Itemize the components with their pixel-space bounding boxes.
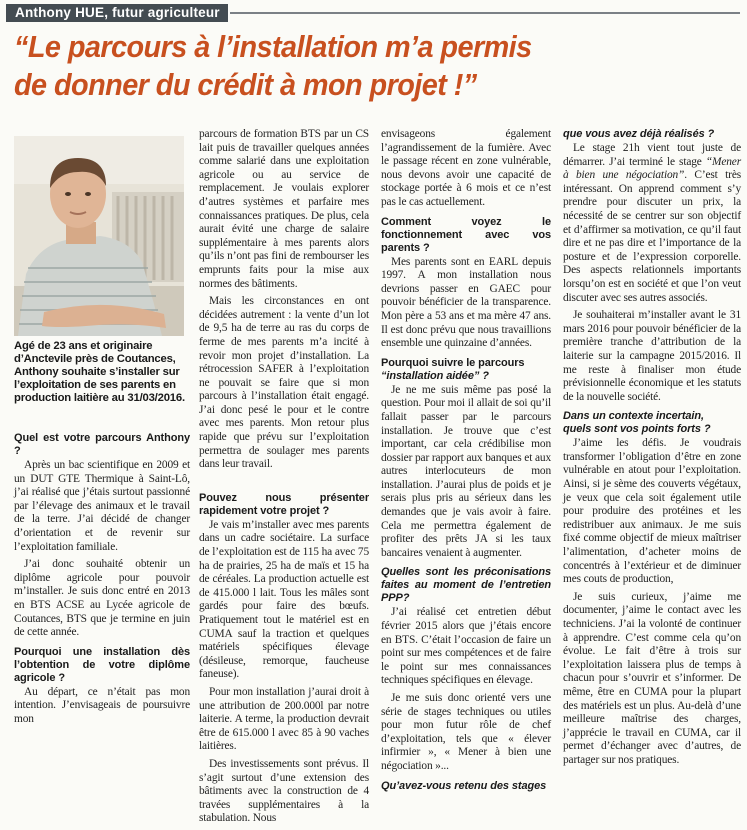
question-heading: que vous avez déjà réalisés ? [563,128,715,140]
question-heading: Comment voyez le fonctionnement avec vos parents ? [381,215,551,254]
question-heading: Quel est votre parcours Anthony ? [14,432,190,457]
question-line: Dans un contexte incertain, [563,410,704,423]
headline-open-quote: “ [14,29,28,64]
portrait-photo [14,136,184,336]
answer-paragraph: Je me suis donc orienté vers une série de stages techniques ou utiles pour mon futur rôle de chef d’exploitation, tels que « élever infirmier », « Mener à bien une négociation »... [381,692,551,772]
portrait-illustration [14,136,184,336]
question-heading: Quelles sont les préconisations faites au moment de l’entretien PPP? [381,566,551,605]
answer-paragraph: envisageons également l’agrandissement de la fumière. Avec le passage récent en zone vulnérable, nous devons avoir une capacité de stockage portée à 6 mois et ce n’est pas le cas actuellement. [381,128,551,208]
headline-line-1: Le parcours à l’installation m’a permis [27,29,532,64]
kicker-divider [230,12,740,14]
question-heading [563,410,741,436]
answer-paragraph: parcours de formation BTS par un CS lait puis de travailler quelques années comme salarié dans une exploitation agricole ou au service de remplacement. Je voulais explorer d’autres systèmes et parfaire mes connaissances pratiques. De plus, cela aurait évité une charge de salaire supplémentaire à mes parents alors qu’ils n’ont pas fini de rembourser les emprunts faits pour la mise aux normes des bâtiments. [199,128,369,290]
course-title: “Mener à bien une négociation” [563,155,741,182]
answer-paragraph: J’aime les défis. Je voudrais transformer l’obligation d’être en zone vulnérable en atout pour l’exploitation. Ainsi, si je sème des couverts végétaux, je veux que cela soit également utile pour produire des protéines et les redistribuer aux animaux. Je me suis fixé comme objectif de mieux maîtriser l’alimentation, d’acheter moins de concentrés à l’extérieur et de diminuer mes couts de production, [563,437,741,586]
answer-paragraph: Je souhaiterai m’installer avant le 31 mars 2016 pour pouvoir bénéficier de la première tranche d’attribution de la laiterie sur la campagne 2015/2016. Il me reste à finaliser mon étude prévisionnelle économique et les statuts de la nouvelle société. [563,309,741,403]
answer-paragraph [563,142,741,305]
answer-paragraph: Mais les circonstances en ont décidées autrement : la vente d’un lot de 9,5 ha de terre au ras du corps de ferme de mes parents m’a incité à revoir mon projet d’installation. La rétrocession SAFER à l’exploitation ne pouvait se faire que si mon parcours à l’installation était engagé. J’ai donc pesé le pour et le contre avec mes parents. Mon retour plus rapide que prévu sur l’exploitation permettra de soulager mes parents dans leur travail. [199,295,369,471]
article-column-2 [199,128,369,830]
question-line: “installation aidée” ? [381,369,489,382]
answer-paragraph: Des investissements sont prévus. Il s’agit surtout d’une extension des bâtiments avec la construction de 4 travées supplémentaires à la stabulation. Nous [199,757,369,825]
answer-paragraph: Mes parents sont en EARL depuis 1997. A mon installation nous devrions passer en GAEC pour pouvoir bénéficier de la transparence. Mon père a 53 ans et ma mère 47 ans. Il est donc prévu que nous travaillions ensemble une quinzaine d’années. [381,255,551,350]
question-line: quels sont vos points forts ? [563,423,711,436]
question-heading: Qu’avez-vous retenu des stages [381,779,547,792]
question-heading: Pouvez nous présenter rapidement votre projet ? [199,491,369,517]
question-heading: Pourquoi une installation dès l’obtention de votre diplôme agricole ? [14,645,190,684]
answer-paragraph: Je suis curieux, j’aime me documenter, j’aime le contact avec les techniciens. J’ai la volonté de continuer à apprendre. C’est comme cela qu’on évolue. Le fait d’être à trois sur l’exploitation laissera plus de temps à chacun pour s’ouvrir et s’informer. De même, être en CUMA pour la plupart des matériels est un plus. Au-delà d’une meilleure maîtrise des charges, j’apprécie le travail en CUMA, car il permet d’échanger avec d’autres, de partager sur nos pratiques. [563,590,741,766]
article-column-4 [563,128,741,772]
headline-close-quote: ” [462,67,477,102]
question-line: Pourquoi suivre le parcours [381,356,525,369]
headline-line-2: de donner du crédit à mon projet ! [14,67,463,102]
kicker-label: Anthony HUE, futur agriculteur [6,4,228,22]
article-column-1 [14,432,190,731]
answer-paragraph: Après un bac scientifique en 2009 et un DUT GTE Thermique à Saint-Lô, j’ai réalisé que j’étais surtout passionné par l’élevage des animaux et le travail de la terre. J’ai décidé de changer d’orientation et de revenir sur l’exploitation familiale. [14,459,190,553]
answer-paragraph: Pour mon installation j’aurai droit à une attribution de 200.000l par notre laiterie. A terme, la production devrait être de 615.000 l avec 85 à 90 vaches laitières. [199,685,369,753]
answer-paragraph: J’ai donc souhaité obtenir un diplôme agricole pour pouvoir m’installer. Je suis donc entré en 2013 en BTS ACSE au Lycée agricole de Coutances, BTS que je termine en juin de cette année. [14,558,190,639]
answer-paragraph: J’ai réalisé cet entretien début février 2015 alors que j’étais encore en BTS. C’était l’occasion de faire un point sur mes compétences et de faire le point sur mes connaissances techniques spécifiques en élevage. [381,606,551,687]
answer-text: . C’est très intéressant. On apprend comment s’y prendre pour discuter un prix, la nécessité de se centrer sur son objectif et d’affirmer sa motivation, ce qu’il faut dire et ne pas dire et l’importance de la posture et de l’expression corporelle. Des aspects relationnels importants lorsqu’on est en société et que l’on veut discuter avec ses autres associés. [563,169,742,304]
question-heading [381,357,551,383]
photo-caption: Agé de 23 ans et originaire d’Anctevile près de Coutances, Anthony souhaite s’installer sur l’exploitation de ses parents en production laitière au 31/03/2016. [14,340,185,404]
headline [14,28,688,104]
answer-paragraph: Au départ, ce n’était pas mon intention. J’envisageais de poursuivre mon [14,685,190,725]
answer-paragraph: Je vais m’installer avec mes parents dans un cadre sociétaire. La surface de l’exploitation est de 115 ha avec 75 ha de prairies, 25 ha de maïs et 15 ha de céréales. La production actuelle est de 415.000 l lait. Tous les mâles sont gardés pour faire des bœufs. Pratiquement tout le matériel est en CUMA sauf la traction et quelques matériels spécifiques élevage (désileuse, remorque, faucheuse faneuse). [199,518,369,681]
answer-paragraph: Je ne me suis même pas posé la question. Pour moi il allait de soi qu’il fallait passer par le parcours installation. Je trouve que c’est important, car cela crédibilise mon dossier par rapport aux banques et aux autres interlocuteurs de mon installation. J’aurai plus de poids et je serais plus pris au sérieux dans les demandes que je vais avoir à faire. Cela me permettra également de profiter des prêts JA si les taux bancaires venaient à augmenter. [381,383,551,559]
answer-text: Le stage 21h vient tout juste de démarrer. J’ai terminé le stage [563,142,741,168]
article-column-3 [381,128,551,794]
